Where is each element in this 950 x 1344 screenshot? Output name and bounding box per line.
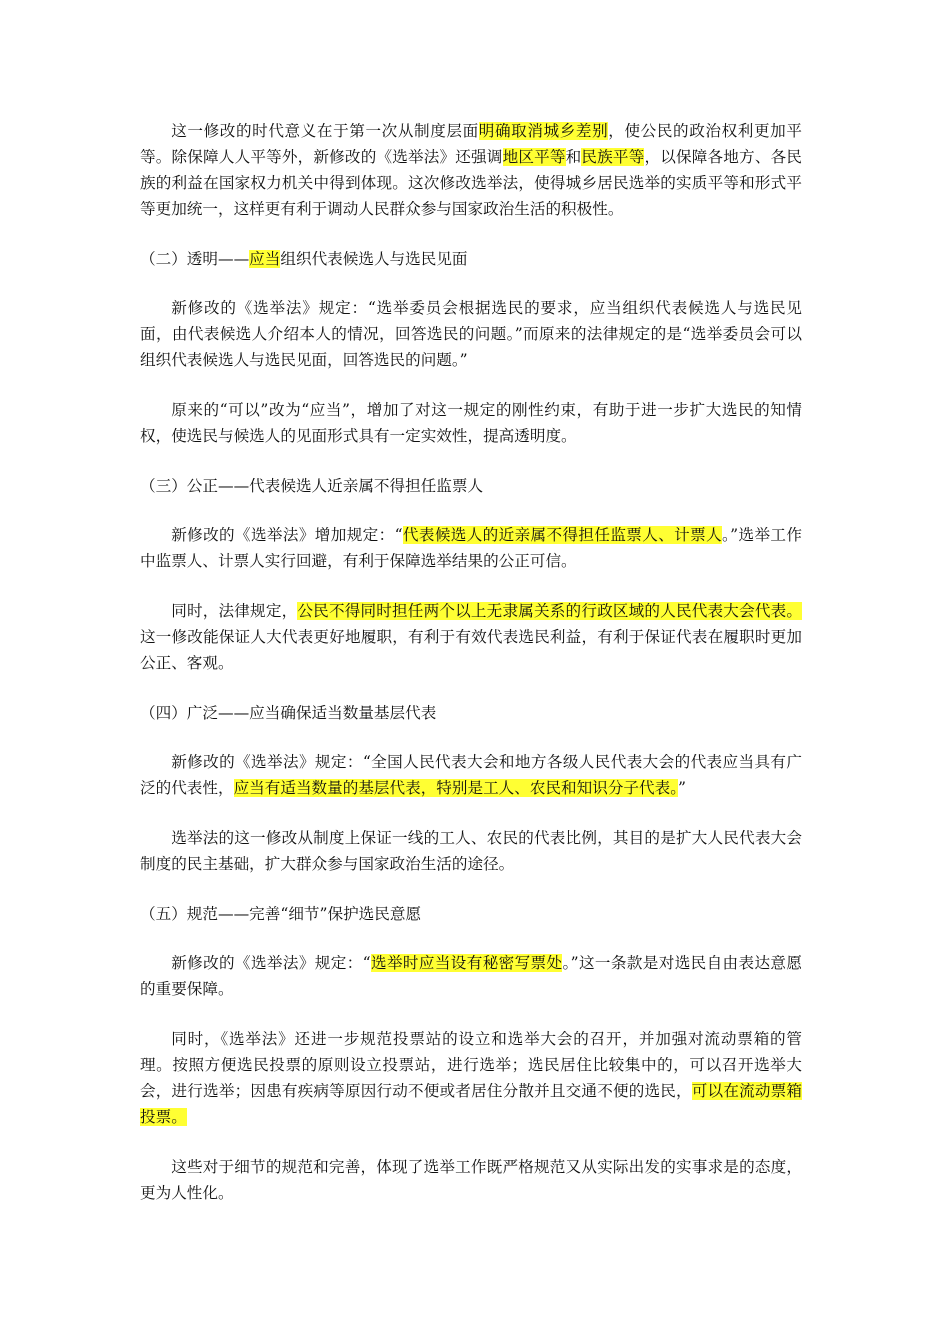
text-run: 这一修改能保证人大代表更好地履职，有利于有效代表选民利益，有利于保证代表在履职时更加公正、客观。 — [140, 628, 802, 672]
text-run: 同时，法律规定， — [171, 602, 298, 620]
text-run: 。”选举工作中监票人、计票人实行回避，有利于保障选举结果的公正可信。 — [140, 526, 802, 570]
text-run: 。”这一条款是对选民自由表达意愿的重要保障。 — [140, 954, 802, 998]
highlighted-text: 可以在流动票箱投票。 — [140, 1082, 802, 1126]
highlighted-text: 明确取消城乡差别 — [478, 122, 609, 140]
highlighted-text: 公民不得同时担任两个以上无隶属关系的行政区域的人民代表大会代表。 — [297, 602, 802, 620]
paragraph — [140, 397, 802, 449]
paragraph — [140, 118, 802, 222]
text-run: 原来的“可以”改为“应当”，增加了对这一规定的刚性约束，有助于进一步扩大选民的知情权，使选民与候选人的见面形式具有一定实效性，提高透明度。 — [140, 401, 802, 445]
text-run: ，以保障各地方、各民族的利益在国家权力机关中得到体现。这次修改选举法，使得城乡居民选举的实质平等和形式平等更加统一，这样更有利于调动人民群众参与国家政治生活的积极性。 — [140, 148, 802, 218]
text-run: 同时，《选举法》还进一步规范投票站的设立和选举大会的召开，并加强对流动票箱的管理。按照方便选民投票的原则设立投票站，进行选举；选民居住比较集中的，可以召开选举大会，进行选举；因患有疾病等原因行动不便或者居住分散并且交通不便的选民， — [140, 1030, 802, 1100]
highlighted-text: 选举时应当设有秘密写票处 — [370, 954, 563, 972]
text-run: ” — [678, 779, 686, 797]
document-body — [140, 118, 802, 1230]
text-run: 和 — [565, 148, 582, 166]
text-run: （四）广泛——应当确保适当数量基层代表 — [140, 704, 437, 722]
highlighted-text: 代表候选人的近亲属不得担任监票人、计票人 — [402, 526, 723, 544]
paragraph — [140, 825, 802, 877]
section-heading — [140, 473, 802, 499]
section-heading — [140, 246, 802, 272]
text-run: ，使公民的政治权利更加平等。除保障人人平等外，新修改的《选举法》还强调 — [140, 122, 802, 166]
text-run: 新修改的《选举法》规定：“全国人民代表大会和地方各级人民代表大会的代表应当具有广泛的代表性， — [140, 753, 802, 797]
section-heading — [140, 901, 802, 927]
paragraph — [140, 1026, 802, 1130]
highlighted-text: 民族平等 — [581, 148, 645, 166]
paragraph — [140, 749, 802, 801]
paragraph — [140, 1154, 802, 1206]
text-run: 这些对于细节的规范和完善，体现了选举工作既严格规范又从实际出发的实事求是的态度，更为人性化。 — [140, 1158, 802, 1202]
text-run: 新修改的《选举法》规定：“ — [171, 954, 371, 972]
section-heading — [140, 700, 802, 726]
text-run: （五）规范——完善“细节”保护选民意愿 — [140, 905, 422, 923]
highlighted-text: 应当有适当数量的基层代表，特别是工人、农民和知识分子代表。 — [233, 779, 678, 797]
paragraph — [140, 950, 802, 1002]
highlighted-text: 地区平等 — [502, 148, 566, 166]
text-run: 这一修改的时代意义在于第一次从制度层面 — [171, 122, 479, 140]
paragraph — [140, 522, 802, 574]
paragraph — [140, 598, 802, 676]
text-run: 组织代表候选人与选民见面 — [280, 250, 468, 268]
text-run: 新修改的《选举法》规定：“选举委员会根据选民的要求，应当组织代表候选人与选民见面，由代表候选人介绍本人的情况，回答选民的问题。”而原来的法律规定的是“选举委员会可以组织代表候选人与选民见面，回答选民的问题。” — [140, 299, 802, 369]
text-run: 新修改的《选举法》增加规定：“ — [171, 526, 403, 544]
text-run: 选举法的这一修改从制度上保证一线的工人、农民的代表比例，其目的是扩大人民代表大会制度的民主基础，扩大群众参与国家政治生活的途径。 — [140, 829, 802, 873]
highlighted-text: 应当 — [249, 250, 281, 268]
text-run: （二）透明—— — [140, 250, 250, 268]
text-run: （三）公正——代表候选人近亲属不得担任监票人 — [140, 477, 484, 495]
paragraph — [140, 295, 802, 373]
